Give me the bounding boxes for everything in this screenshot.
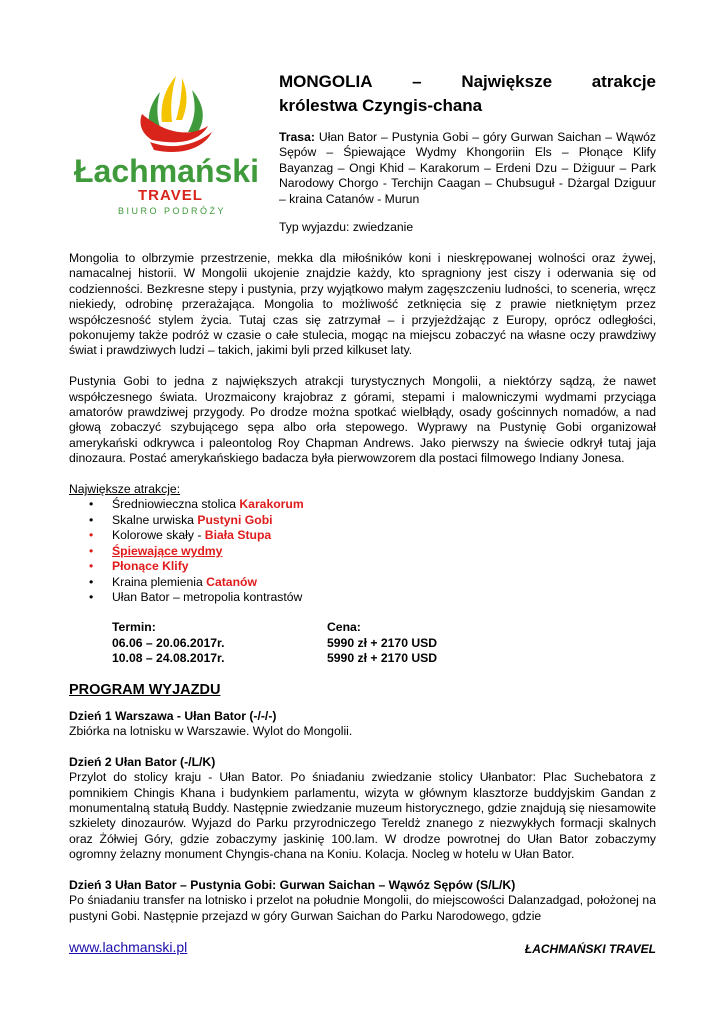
- logo-emblem: [72, 70, 264, 218]
- attractions-list: [69, 497, 656, 605]
- logo-sub: TRAVEL: [138, 187, 203, 204]
- list-item: • Płonące Klify: [89, 559, 189, 574]
- bullet-icon: •: [89, 543, 94, 558]
- title-line-2: królestwa Czyngis-chana: [279, 96, 483, 115]
- list-item: • Ułan Bator – metropolia kontrastów: [89, 589, 303, 604]
- intro-paragraph-1: Mongolia to olbrzymie przestrzenie, mekka dla miłośników koni i nieskrępowanej wolności oraz żywej, namacalnej historii. W Mongolii ukojenie znajdzie każdy, kto spragniony jest ciszy i oderwania się od codzienności. Bezkresne stepy i pustynia, przy wyjątkowo małym zagęszczeniu ludności, to sceneria, wręcz niekiedy, odrobinę przerażająca. Mongolia to możliwość zetknięcia się z prawie nietkniętym przez współczesność stylem życia. Tutaj czas się zatrzymał – i przyjeżdżając z Europy, oprócz odległości, pokonujemy także podróż w czasie o całe stulecia, mogąc na miejscu zobaczyć na własne oczy prawdziwy świat i prawdziwych ludzi – takich, jakimi byli przed kilkuset laty.: [69, 251, 656, 358]
- title-word-1: MONGOLIA: [279, 72, 373, 91]
- price-1: 5990 zł + 2170 USD: [327, 635, 438, 650]
- bullet-icon: •: [89, 574, 94, 589]
- company-logo: [72, 70, 264, 218]
- list-item: • Skalne urwiska Pustyni Gobi: [89, 512, 273, 527]
- day-2-title: Dzień 2 Ułan Bator (-/L/K): [69, 754, 216, 769]
- day-3-text: Po śniadaniu transfer na lotnisko i przelot na południe Mongolii, do miejscowości Dalanzadgad, położonej na pustyni Gobi. Następnie przejazd w góry Gurwan Saichan do Parku Narodowego, gdzie: [69, 893, 656, 923]
- bullet-icon: •: [89, 512, 94, 527]
- bullet-icon: •: [89, 528, 94, 543]
- list-item: • Śpiewające wydmy: [89, 543, 223, 558]
- term-label: Termin:: [112, 620, 156, 635]
- list-item: • Kraina plemienia Catanów: [89, 574, 257, 589]
- pricing-table: [112, 620, 656, 666]
- bullet-icon: •: [89, 559, 94, 574]
- title-word-3: atrakcje: [591, 72, 656, 91]
- term-date-1: 06.06 – 20.06.2017r.: [112, 635, 225, 650]
- bullet-icon: •: [89, 497, 94, 512]
- day-1-title: Dzień 1 Warszawa - Ułan Bator (-/-/-): [69, 708, 277, 723]
- price-label: Cena:: [327, 620, 361, 635]
- title-word-2: Największe: [461, 72, 553, 91]
- list-item: • Średniowieczna stolica Karakorum: [89, 497, 304, 512]
- bullet-icon: •: [89, 589, 94, 604]
- list-item: • Kolorowe skały - Biała Stupa: [89, 528, 272, 543]
- page-title: [279, 70, 656, 118]
- intro-paragraph-2: Pustynia Gobi to jedna z największych atrakcji turystycznych Mongolii, a niektórzy sądzą, że nawet współczesnego świata. Urozmaicony krajobraz z górami, stepami i malowniczymi wydmami przyciąga amatorów prawdziwej przygody. Po drodze można spotkać wielbłądy, osady gościnnych nomadów, a nad głową zobaczyć szybującego sępa albo orła stepowego. Wyprawy na Pustynię Gobi organizował amerykański odkrywca i paleontolog Roy Chapman Andrews. Jako pierwszy na świecie odkrył tutaj jaja dinozaura. Postać amerykańskiego badacza była pierwowzorem dla postaci filmowego Indiany Jonesa.: [69, 374, 656, 466]
- logo-tagline: BIURO PODRÓŻY: [118, 206, 227, 216]
- route: [279, 130, 656, 207]
- main-content: [69, 251, 656, 924]
- website-link[interactable]: www.lachmanski.pl: [69, 939, 188, 955]
- footer-brand: ŁACHMAŃSKI TRAVEL: [524, 942, 656, 956]
- logo-name: Łachmański: [74, 153, 259, 189]
- route-text: Ułan Bator – Pustynia Gobi – góry Gurwan Saichan – Wąwóz Sępów – Śpiewające Wydmy Khongoriin Els – Płonące Klify Bayanzag – Ongi Khid – Karakorum – Erdeni Dzu – Dżiguur – Park Narodowy Chorgo - Terchijn Caagan – Chubsuguł - Dżargal Dziguur – kraina Catanów - Murun: [279, 130, 656, 206]
- term-date-2: 10.08 – 24.08.2017r.: [112, 651, 225, 666]
- title-dash: –: [412, 72, 422, 91]
- price-2: 5990 zł + 2170 USD: [327, 651, 438, 666]
- day-1-text: Zbiórka na lotnisku w Warszawie. Wylot do Mongolii.: [69, 723, 353, 738]
- program-heading: PROGRAM WYJAZDU: [69, 681, 221, 698]
- trip-type: Typ wyjazdu: zwiedzanie: [279, 220, 414, 234]
- route-label: Trasa:: [279, 130, 315, 144]
- day-3-title: Dzień 3 Ułan Bator – Pustynia Gobi: Gurwan Saichan – Wąwóz Sępów (S/L/K): [69, 877, 516, 892]
- attractions-heading: Największe atrakcje:: [69, 482, 181, 497]
- day-2-text: Przylot do stolicy kraju - Ułan Bator. Po śniadaniu zwiedzanie stolicy Ułanbator: Plac Suchebatora z pomnikiem Chingis Khana i budynkiem parlamentu, wizyta w głównym klasztorze buddyjskim Gandan z monumentalną statułą Buddy. Następnie zwiedzanie muzeum historycznego, gdzie znajdują się niesamowite szkielety dinozaurów. Wyjazd do Parku przyrodniczego Tereldż znanego z niezwykłych formacji skalnych oraz Żółwiej Góry, gdzie zobaczymy jaskinię 100.lam. W drodze powrotnej do Ułan Bator zobaczymy ogromny żelazny monument Chyngis-chana na Koniu. Kolacja. Nocleg w hotelu w Ułan Bator.: [69, 770, 656, 862]
